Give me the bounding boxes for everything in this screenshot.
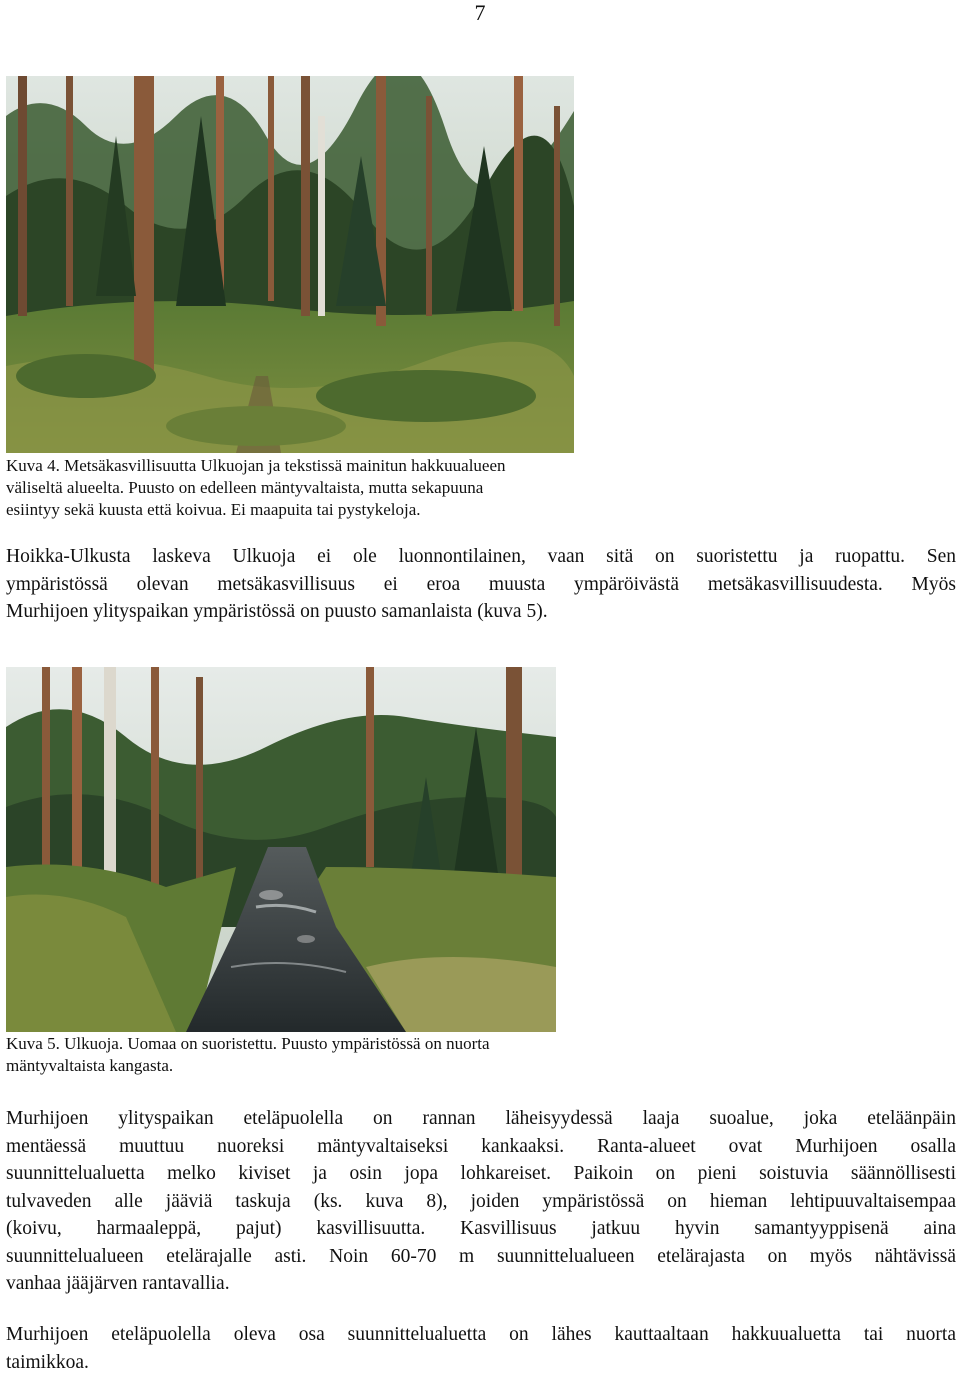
paragraph-1 xyxy=(6,543,956,626)
caption-line: mäntyvaltaista kangasta. xyxy=(6,1055,606,1077)
text-line: (koivu, harmaaleppä, pajut) kasvillisuutta. Kasvillisuus jatkuu hyvin samantyyppisenä aina xyxy=(6,1215,956,1243)
figure-2-caption xyxy=(6,1033,606,1077)
text-line: Hoikka-Ulkusta laskeva Ulkuoja ei ole luonnontilainen, vaan sitä on suoristettu ja ruopattu. Sen xyxy=(6,543,956,571)
caption-line: väliseltä alueelta. Puusto on edelleen mäntyvaltaista, mutta sekapuuna xyxy=(6,477,606,499)
caption-line: Kuva 5. Ulkuoja. Uomaa on suoristettu. Puusto ympäristössä on nuorta xyxy=(6,1033,606,1055)
text-line: suunnittelualuetta melko kiviset ja osin jopa lohkareiset. Paikoin on pieni soistuvia säännöllisesti xyxy=(6,1160,956,1188)
text-line: suunnittelualueen etelärajalle asti. Noin 60-70 m suunnittelualueen etelärajasta on myös nähtävissä xyxy=(6,1243,956,1271)
text-line: tulvaveden alle jääviä taskuja (ks. kuva 8), joiden ympäristössä on hieman lehtipuuvaltaisempaa xyxy=(6,1188,956,1216)
text-line: vanhaa jääjärven rantavallia. xyxy=(6,1270,956,1298)
text-line: mentäessä muuttuu nuoreksi mäntyvaltaiseksi kankaaksi. Ranta-alueet ovat Murhijoen osalla xyxy=(6,1133,956,1161)
text-line: Murhijoen eteläpuolella oleva osa suunnittelualuetta on lähes kauttaaltaan hakkuualuetta tai nuorta xyxy=(6,1321,956,1349)
page-number: 7 xyxy=(0,0,960,26)
paragraph-2 xyxy=(6,1105,956,1298)
paragraph-3 xyxy=(6,1321,956,1376)
forest-photo-illustration xyxy=(6,76,574,453)
text-line: Murhijoen ylityspaikan ympäristössä on puusto samanlaista (kuva 5). xyxy=(6,598,956,626)
caption-line: Kuva 4. Metsäkasvillisuutta Ulkuojan ja tekstissä mainitun hakkuualueen xyxy=(6,455,606,477)
text-line: taimikkoa. xyxy=(6,1349,956,1376)
text-line: Murhijoen ylityspaikan eteläpuolella on rannan läheisyydessä laaja suoalue, joka eteläänpäin xyxy=(6,1105,956,1133)
text-line: ympäristössä olevan metsäkasvillisuus ei eroa muusta ympäröivästä metsäkasvillisuudesta. Myös xyxy=(6,571,956,599)
forest-photo xyxy=(6,76,574,453)
caption-line: esiintyy sekä kuusta että koivua. Ei maapuita tai pystykeloja. xyxy=(6,499,606,521)
stream-photo-illustration xyxy=(6,667,556,1032)
figure-1-caption xyxy=(6,455,606,521)
stream-photo xyxy=(6,667,556,1032)
